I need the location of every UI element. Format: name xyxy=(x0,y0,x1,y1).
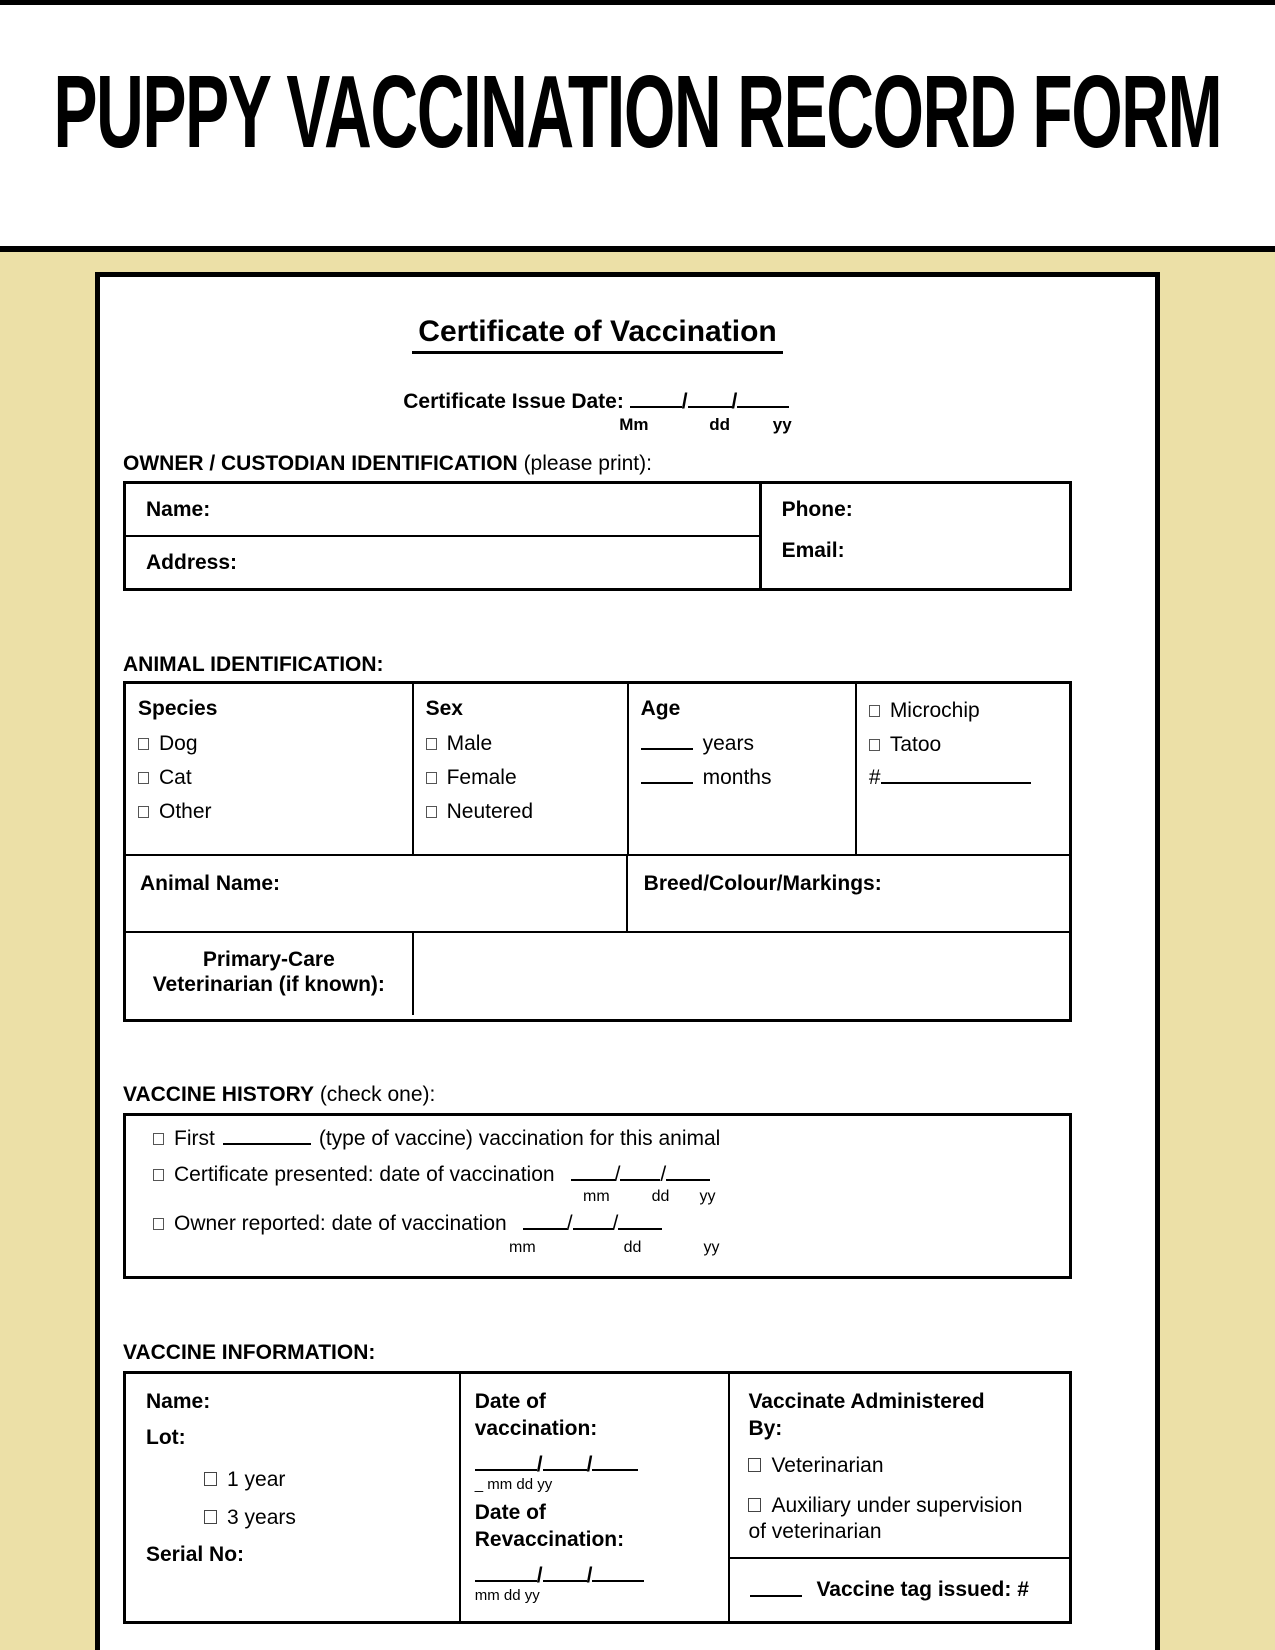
owner-email-label: Email: xyxy=(781,539,845,562)
history-heading-note: (check one): xyxy=(319,1083,436,1106)
vet-label-line2: Veterinarian (if known): xyxy=(152,973,385,996)
duration-3years-label: 3 years xyxy=(227,1506,296,1529)
history-certificate-label: Certificate presented: date of vaccination xyxy=(174,1163,555,1186)
history-item-owner-reported: Owner reported: date of vaccination / / xyxy=(153,1213,1069,1235)
revacc-mm-blank[interactable] xyxy=(475,1568,537,1582)
issue-date-sub-dd: dd xyxy=(709,415,731,434)
owner-phone-label: Phone: xyxy=(781,498,853,521)
administered-by-column xyxy=(730,1374,1069,1621)
history-section-heading xyxy=(123,1084,1072,1106)
history-first-blank[interactable] xyxy=(223,1131,311,1145)
owner-table-right-column[interactable] xyxy=(762,484,1069,588)
history-cert-sub-mm: mm xyxy=(583,1188,610,1205)
issue-date-sub-mm: Mm xyxy=(619,415,649,434)
revacc-yy-blank[interactable] xyxy=(592,1568,644,1582)
sex-male-checkbox[interactable] xyxy=(426,738,437,750)
duration-1year-label: 1 year xyxy=(227,1468,286,1491)
animal-heading-bold: ANIMAL IDENTIFICATION: xyxy=(123,653,384,676)
veterinarian-entry-cell[interactable] xyxy=(414,933,1069,1015)
certificate-heading-row xyxy=(123,315,1072,349)
id-marks-cell xyxy=(857,684,1069,854)
species-cat-checkbox[interactable] xyxy=(138,772,149,784)
owner-heading-note: (please print): xyxy=(523,452,652,475)
owner-heading-bold: OWNER / CUSTODIAN IDENTIFICATION xyxy=(123,452,518,475)
owner-table xyxy=(123,481,1072,591)
vaccine-info-table xyxy=(123,1371,1072,1624)
history-cert-sub-yy: yy xyxy=(699,1188,716,1205)
certificate-sheet xyxy=(95,272,1160,1650)
owner-address-label: Address: xyxy=(146,551,238,574)
history-item-certificate: Certificate presented: date of vaccination / / xyxy=(153,1164,1069,1186)
history-owner-dd-blank[interactable] xyxy=(573,1216,613,1230)
vet-label-line1: Primary-Care xyxy=(202,948,335,971)
sex-neutered-checkbox[interactable] xyxy=(426,806,437,818)
veterinarian-label-cell xyxy=(126,933,414,1015)
info-section-heading xyxy=(123,1342,1072,1364)
owner-name-label: Name: xyxy=(146,498,211,521)
issue-date-month-blank[interactable] xyxy=(630,394,682,408)
administered-by-label-l2: By: xyxy=(748,1417,783,1440)
history-certificate-checkbox[interactable] xyxy=(153,1169,164,1181)
vaccine-name-label: Name: xyxy=(146,1390,211,1413)
issue-date-day-blank[interactable] xyxy=(688,394,732,408)
issue-date-sub-yy: yy xyxy=(772,415,792,434)
vaccine-tag-blank[interactable] xyxy=(750,1583,802,1597)
vacc-mm-blank[interactable] xyxy=(475,1457,537,1471)
owner-section-heading xyxy=(123,453,1072,475)
tatoo-label: Tatoo xyxy=(889,733,942,756)
sex-male-label: Male xyxy=(446,732,493,755)
vaccination-date-label-l1: Date of xyxy=(474,1390,546,1413)
duration-1year-checkbox[interactable] xyxy=(204,1472,217,1486)
sex-cell xyxy=(414,684,629,854)
breed-label: Breed/Colour/Markings: xyxy=(643,872,882,895)
animal-attributes-row xyxy=(126,684,1069,856)
species-other-checkbox[interactable] xyxy=(138,806,149,818)
administered-by-cell xyxy=(730,1374,1069,1559)
veterinarian-option-label: Veterinarian xyxy=(771,1454,884,1477)
species-cell xyxy=(126,684,414,854)
vaccine-lot-label: Lot: xyxy=(146,1426,186,1449)
species-dog-label: Dog xyxy=(159,732,198,755)
history-item-first xyxy=(153,1128,1069,1150)
history-cert-dd-blank[interactable] xyxy=(620,1167,660,1181)
age-years-blank[interactable] xyxy=(641,736,693,750)
duration-3years-checkbox[interactable] xyxy=(204,1510,217,1524)
history-owner-sub-dd: dd xyxy=(623,1239,642,1256)
history-cert-sub-dd: dd xyxy=(651,1188,670,1205)
vacc-dd-blank[interactable] xyxy=(543,1457,587,1471)
vaccine-tag-cell xyxy=(730,1559,1069,1621)
microchip-checkbox[interactable] xyxy=(869,705,880,717)
vaccine-id-column xyxy=(126,1374,461,1621)
history-first-pre: First xyxy=(174,1127,215,1150)
sex-female-label: Female xyxy=(446,766,517,789)
vaccination-date-sublabel: _ mm dd yy xyxy=(474,1476,553,1493)
age-months-label: months xyxy=(702,766,772,789)
breed-cell[interactable] xyxy=(628,856,1069,931)
age-title: Age xyxy=(640,697,681,720)
info-heading-bold: VACCINE INFORMATION: xyxy=(123,1341,376,1364)
animal-name-row xyxy=(126,856,1069,933)
revaccination-date-label-l1: Date of xyxy=(474,1501,546,1524)
serial-no-label: Serial No: xyxy=(146,1543,245,1566)
history-owner-mm-blank[interactable] xyxy=(523,1216,567,1230)
sex-title: Sex xyxy=(425,697,463,720)
species-other-blank[interactable] xyxy=(140,842,326,856)
certificate-issue-date-block: Certificate Issue Date: / / Mm dd yy xyxy=(403,390,792,434)
vaccine-history-box xyxy=(123,1113,1072,1279)
age-cell xyxy=(629,684,857,854)
history-cert-yy-blank[interactable] xyxy=(666,1167,710,1181)
tan-background xyxy=(0,252,1275,1650)
tatoo-checkbox[interactable] xyxy=(869,739,880,751)
history-owner-checkbox[interactable] xyxy=(153,1218,164,1230)
history-owner-yy-blank[interactable] xyxy=(618,1216,662,1230)
sex-female-checkbox[interactable] xyxy=(426,772,437,784)
auxiliary-option-label-l2: of veterinarian xyxy=(748,1520,882,1543)
age-years-label: years xyxy=(702,732,754,755)
animal-table xyxy=(123,681,1072,1022)
vaccination-date-label-l2: vaccination: xyxy=(474,1417,598,1440)
vaccine-tag-label: Vaccine tag issued: # xyxy=(816,1578,1029,1601)
owner-address-cell[interactable] xyxy=(126,537,759,588)
history-first-post: (type of vaccine) vaccination for this animal xyxy=(318,1127,721,1150)
history-first-checkbox[interactable] xyxy=(153,1133,164,1145)
age-months-blank[interactable] xyxy=(641,770,693,784)
vacc-yy-blank[interactable] xyxy=(592,1457,638,1471)
owner-table-left-column xyxy=(126,484,762,588)
veterinarian-row xyxy=(126,933,1069,1015)
revaccination-date-label-l2: Revaccination: xyxy=(474,1528,625,1551)
species-cat-label: Cat xyxy=(159,766,192,789)
history-heading-bold: VACCINE HISTORY xyxy=(123,1083,314,1106)
animal-name-label: Animal Name: xyxy=(140,872,281,895)
history-owner-label: Owner reported: date of vaccination xyxy=(174,1212,507,1235)
administered-by-label-l1: Vaccinate Administered xyxy=(748,1390,985,1413)
revacc-dd-blank[interactable] xyxy=(543,1568,587,1582)
id-number-blank[interactable] xyxy=(881,770,1031,784)
veterinarian-checkbox[interactable] xyxy=(748,1458,761,1472)
page-header xyxy=(0,5,1275,246)
issue-date-year-blank[interactable] xyxy=(737,394,789,408)
id-number-hash: # xyxy=(868,766,881,789)
auxiliary-checkbox[interactable] xyxy=(748,1498,761,1512)
species-dog-checkbox[interactable] xyxy=(138,738,149,750)
owner-name-cell[interactable] xyxy=(126,484,759,537)
animal-section-heading xyxy=(123,654,1072,676)
revaccination-date-sublabel: mm dd yy xyxy=(474,1587,540,1604)
sex-neutered-label: Neutered xyxy=(446,800,533,823)
microchip-label: Microchip xyxy=(889,699,980,722)
species-other-label: Other xyxy=(159,800,212,823)
page-title: PUPPY VACCINATION RECORD FORM xyxy=(53,53,1222,169)
issue-date-label: Certificate Issue Date: xyxy=(403,390,624,413)
vaccine-dates-column: Date of vaccination: / / _ mm dd yy Date of Revaccination: / / mm dd yy xyxy=(461,1374,731,1621)
history-owner-sub-mm: mm xyxy=(509,1239,536,1256)
species-title: Species xyxy=(138,697,218,720)
history-owner-sublabels xyxy=(153,1239,1069,1256)
auxiliary-option-label-l1: Auxiliary under supervision xyxy=(771,1494,1023,1517)
animal-name-cell[interactable] xyxy=(126,856,628,931)
history-owner-sub-yy: yy xyxy=(703,1239,720,1256)
certificate-heading: Certificate of Vaccination xyxy=(412,315,782,354)
issue-date-sublabels xyxy=(403,415,791,434)
history-cert-mm-blank[interactable] xyxy=(571,1167,615,1181)
history-certificate-sublabels xyxy=(153,1188,1069,1205)
